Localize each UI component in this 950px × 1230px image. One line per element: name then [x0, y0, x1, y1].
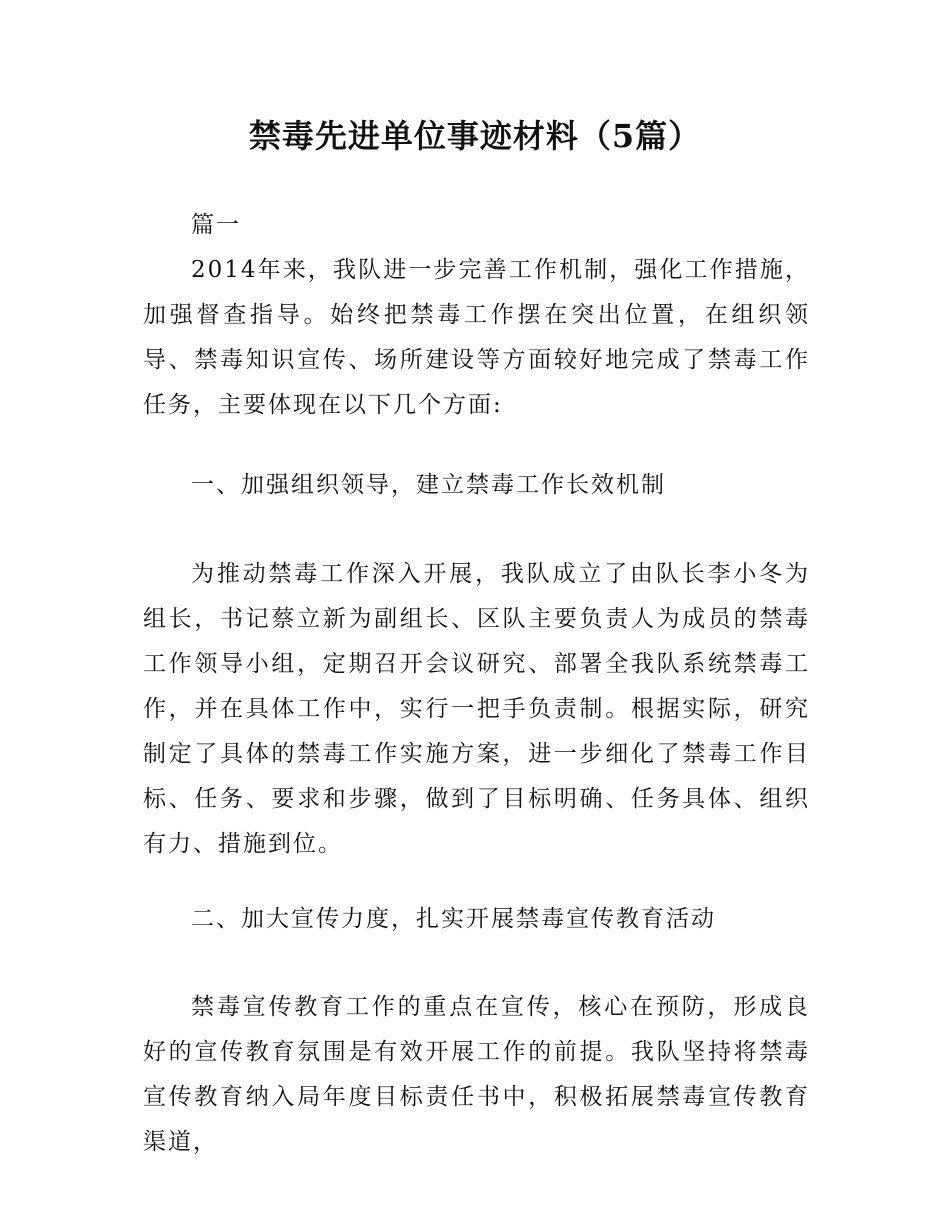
section-2-heading: 二、加大宣传力度，扎实开展禁毒宣传教育活动 [191, 906, 716, 932]
section-1-paragraph: 为推动禁毒工作深入开展，我队成立了由队长李小冬为组长，书记蔡立新为副组长、区队主要负责人为成员的禁毒工作领导小组，定期召开会议研究、部署全我队系统禁毒工作，并在具体工作中，实行一把手负责制。根据实际，研究制定了具体的禁毒工作实施方案，进一步细化了禁毒工作目标、任务、要求和步骤，做到了目标明确、任务具体、组织有力、措施到位。 [143, 561, 810, 857]
section-2-paragraph: 禁毒宣传教育工作的重点在宣传，核心在预防，形成良好的宣传教育氛围是有效开展工作的前提。我队坚持将禁毒宣传教育纳入局年度目标责任书中，积极拓展禁毒宣传教育渠道， [143, 994, 810, 1155]
part-label: 篇一 [191, 212, 241, 238]
section-1-heading: 一、加强组织领导，建立禁毒工作长效机制 [191, 472, 666, 498]
document-title: 禁毒先进单位事迹材料（5篇） [248, 117, 702, 155]
intro-paragraph: 2014年来，我队进一步完善工作机制，强化工作措施，加强督查指导。始终把禁毒工作摆在突出位置，在组织领导、禁毒知识宣传、场所建设等方面较好地完成了禁毒工作任务，主要体现在以下几个方面: [143, 257, 810, 418]
